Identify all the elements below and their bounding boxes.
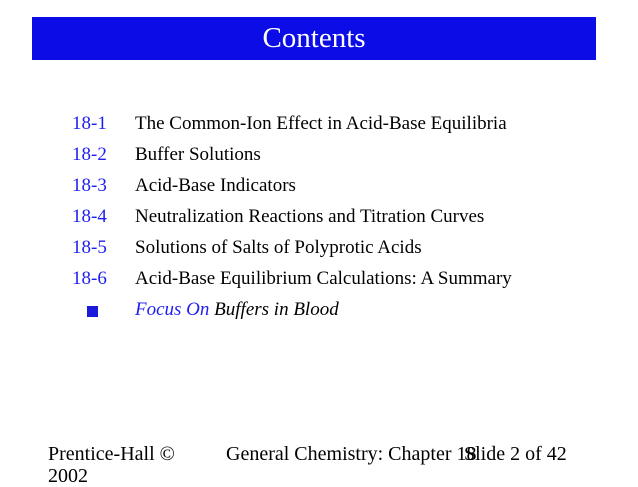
contents-item [72,232,612,263]
section-title: Acid-Base Equilibrium Calculations: A Summary [135,268,512,289]
section-title: Buffer Solutions [135,144,261,165]
section-title: Acid-Base Indicators [135,175,296,196]
square-bullet-icon [87,306,98,317]
section-title: Neutralization Reactions and Titration Curves [135,206,485,227]
section-number: 18-6 [72,268,107,289]
contents-item [72,139,612,170]
section-number: 18-4 [72,206,107,227]
focus-on-topic: Buffers in Blood [214,299,339,320]
footer-publisher: Prentice-Hall © 2002 [48,443,175,487]
section-title: Solutions of Salts of Polyprotic Acids [135,237,422,258]
contents-list [72,108,612,325]
section-title: The Common-Ion Effect in Acid-Base Equilibria [135,113,507,134]
contents-item [72,108,612,139]
focus-on-label: Focus On [135,299,210,320]
section-number: 18-2 [72,144,107,165]
footer-course: General Chemistry: Chapter 18 [226,443,477,465]
title-bar [32,17,596,60]
focus-on-item [72,294,612,325]
contents-item [72,263,612,294]
section-number: 18-3 [72,175,107,196]
slide-footer [0,438,638,487]
contents-item [72,170,612,201]
section-number: 18-5 [72,237,107,258]
contents-item [72,201,612,232]
focus-on-text [135,294,339,325]
footer-slide-number: Slide 2 of 42 [464,443,567,465]
page-title: Contents [262,22,366,54]
section-number: 18-1 [72,113,107,134]
